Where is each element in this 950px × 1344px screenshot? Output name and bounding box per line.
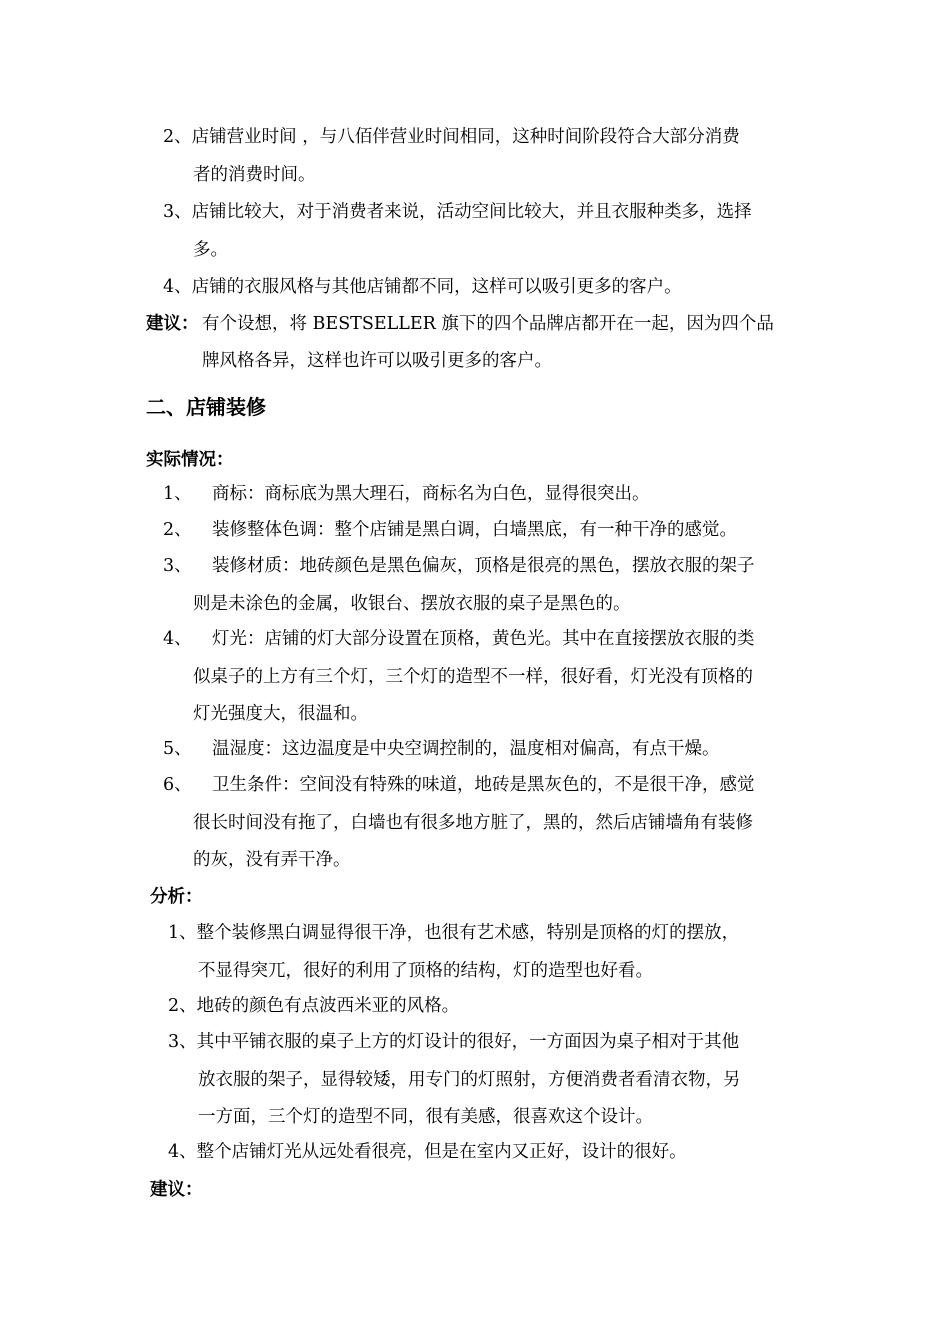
actual-item-6-line2: 很长时间没有拖了，白墙也有很多地方脏了，黑的，然后店铺墙角有装修: [193, 813, 753, 833]
analysis-item-3-line3: 一方面，三个灯的造型不同，很有美感，很喜欢这个设计。: [198, 1107, 653, 1127]
suggestion-line1: 有个设想，将 BESTSELLER 旗下的四个品牌店都开在一起，因为四个品: [202, 314, 774, 334]
actual-item-4-num: 4、: [163, 629, 192, 649]
actual-item-4-line2: 似桌子的上方有三个灯，三个灯的造型不一样，很好看，灯光没有顶格的: [193, 667, 753, 687]
analysis-label: 分析：: [150, 887, 203, 907]
analysis-item-3-line2: 放衣服的架子，显得较矮，用专门的灯照射，方便消费者看清衣物，另: [198, 1070, 741, 1090]
actual-item-2-line1: 装修整体色调：整个店铺是黑白调，白墙黑底，有一种干净的感觉。: [212, 520, 737, 540]
analysis-item-1-line2: 不显得突兀，很好的利用了顶格的结构，灯的造型也好看。: [198, 961, 653, 981]
analysis-item-4-line1: 4、整个店铺灯光从远处看很亮，但是在室内又正好，设计的很好。: [168, 1142, 687, 1162]
actual-item-3-num: 3、: [163, 556, 192, 576]
list-item-3-line2: 多。: [193, 240, 228, 260]
actual-item-3-line2: 则是未涂色的金属，收银台、摆放衣服的桌子是黑色的。: [193, 594, 631, 614]
actual-item-2-num: 2、: [163, 520, 192, 540]
list-item-2-line2: 者的消费时间。: [193, 165, 316, 185]
actual-item-1-num: 1、: [163, 484, 192, 504]
analysis-item-1-line1: 1、整个装修黑白调显得很干净，也很有艺术感，特别是顶格的灯的摆放，: [168, 923, 740, 943]
actual-item-1-line1: 商标：商标底为黑大理石，商标名为白色，显得很突出。: [212, 484, 650, 504]
actual-situation-label: 实际情况：: [146, 450, 234, 470]
actual-item-6-line3: 的灰，没有弄干净。: [193, 850, 351, 870]
actual-item-6-num: 6、: [163, 775, 192, 795]
list-item-2-line1: 2、店铺营业时间 ，与八佰伴营业时间相同，这种时间阶段符合大部分消费: [163, 127, 740, 147]
actual-item-5-line1: 温湿度：这边温度是中央空调控制的，温度相对偏高，有点干燥。: [212, 739, 720, 759]
actual-item-6-line1: 卫生条件：空间没有特殊的味道，地砖是黑灰色的，不是很干净，感觉: [212, 775, 755, 795]
actual-item-3-line1: 装修材质：地砖颜色是黑色偏灰，顶格是很亮的黑色，摆放衣服的架子: [212, 556, 755, 576]
list-item-3-line1: 3、店铺比较大，对于消费者来说，活动空间比较大，并且衣服种类多，选择: [163, 202, 752, 222]
suggestion2-label: 建议：: [150, 1180, 203, 1200]
suggestion-label: 建议：: [146, 314, 199, 334]
list-item-4-line1: 4、店铺的衣服风格与其他店铺都不同，这样可以吸引更多的客户。: [163, 277, 682, 297]
actual-item-5-num: 5、: [163, 739, 192, 759]
actual-item-4-line3: 灯光强度大，很温和。: [193, 704, 368, 724]
analysis-item-2-line1: 2、地砖的颜色有点波西米亚的风格。: [168, 996, 460, 1016]
suggestion-line2: 牌风格各异，这样也许可以吸引更多的客户。: [202, 351, 552, 371]
section-heading: 二、店铺装修: [146, 395, 266, 419]
analysis-item-3-line1: 3、其中平铺衣服的桌子上方的灯设计的很好，一方面因为桌子相对于其他: [168, 1032, 740, 1052]
actual-item-4-line1: 灯光：店铺的灯大部分设置在顶格，黄色光。其中在直接摆放衣服的类: [212, 629, 755, 649]
